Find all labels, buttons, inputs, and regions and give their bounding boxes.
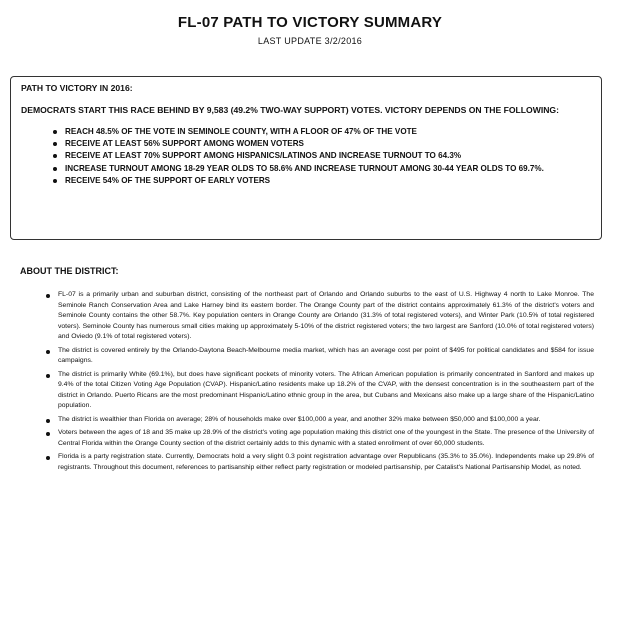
victory-condition-item: INCREASE TURNOUT AMONG 18-29 YEAR OLDS TO 58.6% AND INCREASE TURNOUT AMONG 30-44 YEAR OLDS TO 69.7%. bbox=[65, 163, 591, 175]
victory-condition-item: RECEIVE AT LEAST 56% SUPPORT AMONG WOMEN VOTERS bbox=[65, 138, 591, 150]
victory-condition-item: RECEIVE 54% OF THE SUPPORT OF EARLY VOTERS bbox=[65, 175, 591, 187]
victory-condition-item: RECEIVE AT LEAST 70% SUPPORT AMONG HISPANICS/LATINOS AND INCREASE TURNOUT TO 64.3% bbox=[65, 150, 591, 162]
about-district-list bbox=[58, 290, 594, 476]
last-update: LAST UPDATE 3/2/2016 bbox=[257, 36, 363, 46]
victory-condition-item: REACH 48.5% OF THE VOTE IN SEMINOLE COUNTY, WITH A FLOOR OF 47% OF THE VOTE bbox=[65, 126, 591, 138]
path-to-victory-heading: PATH TO VICTORY IN 2016: bbox=[21, 83, 133, 93]
about-district-item: The district is covered entirely by the Orlando-Daytona Beach-Melbourne media market, which has an average cost per point of $495 for political candidates and $584 for issue campaigns. bbox=[58, 346, 594, 367]
path-to-victory-box bbox=[10, 76, 602, 240]
about-district-heading: ABOUT THE DISTRICT: bbox=[20, 266, 119, 276]
about-district-item: Voters between the ages of 18 and 35 make up 28.9% of the district's voting age population making this district one of the youngest in the State. The presence of the University of Central Florida within the Orange County section of the district certainly adds to this dynamic with a stated enrollment of over 60,000 students. bbox=[58, 428, 594, 449]
victory-conditions-list bbox=[21, 126, 591, 188]
about-district-item: FL-07 is a primarily urban and suburban district, consisting of the northeast part of Orlando and Orlando suburbs to the east of U.S. Highway 4 north to Lake Monroe. The Seminole Ranch Conservation Area and Lake Harney bind its eastern border. The Orange County part of the district contains approximately 61.3% of the district's voters and Seminole County contains the other 58.7%. Key population centers in Orange County are Orlando (31.3% of total registered voters), and Winter Park (10.5% of total registered voters). Seminole County has numerous small cities making up approximately 5-10% of the district registered voters; the two largest are Sanford (10.0% of total registered voters) and Oviedo (9.1% of total registered voters). bbox=[58, 290, 594, 343]
about-district-item: The district is primarily White (69.1%), but does have significant pockets of minority voters. The African American population is primarily concentrated in Sanford and makes up 9.4% of the total Citizen Voting Age Population (CVAP). Hispanic/Latino residents make up 18.2% of the CVAP, with the densest concentration is in the southeastern part of the district in Orlando. Puerto Ricans are the most predominant Hispanic/Latino ethnic group in the area, but Cubans and Mexicans also make up a large share of the Hispanic/Latino population. bbox=[58, 370, 594, 412]
document-title: FL-07 PATH TO VICTORY SUMMARY bbox=[177, 14, 443, 31]
path-to-victory-intro: DEMOCRATS START THIS RACE BEHIND BY 9,583 (49.2% TWO-WAY SUPPORT) VOTES. VICTORY DEPENDS ON THE FOLLOWING: bbox=[21, 105, 559, 115]
about-district-item: Florida is a party registration state. Currently, Democrats hold a very slight 0.3 point registration advantage over Republicans (35.3% to 35.0%). Independents make up 29.8% of registrants. Throughout this document, references to partisanship either reflect party registration or modeled partisanship, per Catalist's National Partisanship Model, as noted. bbox=[58, 452, 594, 473]
about-district-item: The district is wealthier than Florida on average; 28% of households make over $100,000 a year, and another 32% make between $50,000 and $100,000 a year. bbox=[58, 415, 594, 426]
